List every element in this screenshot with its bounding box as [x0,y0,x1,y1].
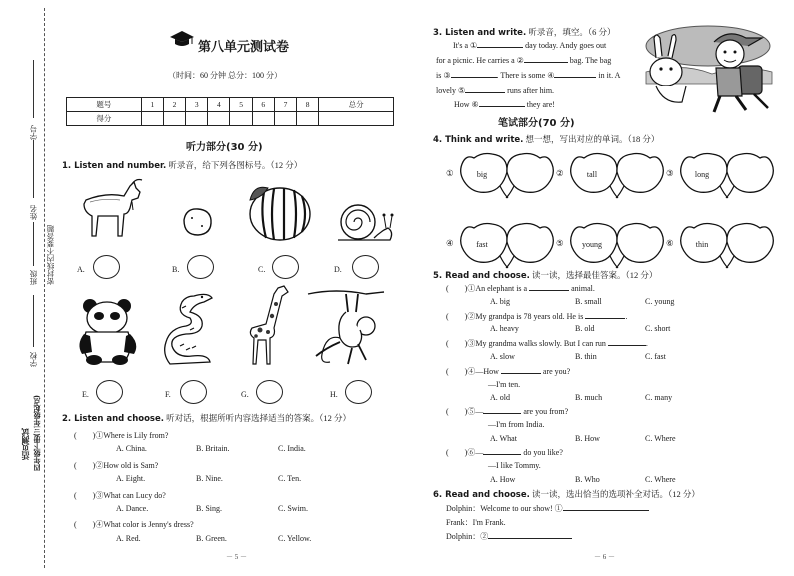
q5-blank-6[interactable] [483,447,521,455]
q2-item-1-option-b[interactable]: B. Britain. [196,444,230,453]
page-number-left: － 5 － [226,553,247,561]
q3-text: in it. A [596,71,621,80]
q2-item-3-option-c[interactable]: C. Swim. [278,504,309,513]
q6-heading-cn: 读一读，选出恰当的选项补全对话。（12 分） [531,489,700,499]
q4-item-number: ⑥ [666,238,674,248]
q2-item-4-stem: ( )④What color is Jenny's dress? [74,520,194,529]
q5-item-4-option-c[interactable]: C. many [645,393,673,402]
q3-text: How ⑥ [454,100,479,109]
q4-item-word: young [582,240,602,249]
q1-answer-circle-a[interactable] [93,255,120,279]
no-answer-note: 密封线内不要答题 [46,225,55,285]
q2-heading-en: 2. Listen and choose. [62,414,164,424]
q2-heading-cn: 听对话，根据所听内容选择适当的答案。（12 分） [166,413,351,423]
book-label: 活页测试 [21,428,30,460]
q4-item-word: tall [586,170,598,179]
score-cell[interactable] [141,112,163,126]
q5-item-6-stem [446,447,563,458]
q6-blank-1[interactable] [563,503,649,511]
q6-blank-2[interactable] [488,531,572,539]
q5-text: ( )⑤— [446,407,484,416]
q2-item-2-option-a[interactable]: A. Eight. [116,474,146,483]
table-cell: 1 [141,98,163,112]
q5-text: . [625,312,628,321]
q5-item-6-option-a[interactable]: A. How [490,475,516,484]
q5-item-5-option-c[interactable]: C. Where [645,434,676,443]
table-cell: 得分 [67,112,142,126]
picnic-boy-rabbit-picture [642,24,776,116]
name-line [33,140,34,198]
q3-blank-3[interactable] [451,70,497,78]
table-cell: 5 [230,98,252,112]
class-label: 班级 [29,270,38,285]
leaf-answer-icon[interactable] [724,220,780,270]
student-no-line [33,60,34,118]
score-cell[interactable] [186,112,208,126]
q5-text: do you like? [521,448,563,457]
q4-heading-en: 4. Think and write. [433,135,524,145]
q1-label-a: A. [77,265,85,274]
leaf-answer-icon[interactable] [504,150,560,200]
q6-line-2: Frank：I'm Frank. [446,518,506,527]
q1-answer-circle-f[interactable] [180,380,207,404]
panda-picture [76,296,142,366]
q2-item-1-stem: ( )①Where is Lily from? [74,431,169,440]
q1-label-d: D. [334,265,342,274]
q5-item-2-option-a[interactable]: A. heavy [490,324,519,333]
q3-text: is ③ [436,71,451,80]
q4-heading [433,133,659,145]
score-cell[interactable] [252,112,274,126]
q5-item-6-option-b[interactable]: B. Who [575,475,600,484]
q3-text: It's a ① [453,41,478,50]
q2-item-2-option-c[interactable]: C. Ten. [278,474,302,483]
q5-item-4-reply: —I'm ten. [488,380,521,389]
q6-line-3 [446,531,572,542]
q5-item-3-option-c[interactable]: C. fast [645,352,666,361]
q5-item-1-stem [446,283,595,294]
q3-blank-1[interactable] [477,40,523,48]
leaf-answer-icon[interactable] [724,150,780,200]
student-no-label: 学号 [29,125,38,140]
q2-item-2-option-b[interactable]: B. Nine. [196,474,223,483]
q1-heading-cn: 听录音，给下列各图标号。（12 分） [168,160,303,170]
table-cell: 7 [274,98,296,112]
q1-label-g: G. [241,390,249,399]
q5-heading-en: 5. Read and choose. [433,271,530,281]
q3-line-4 [436,85,554,95]
q2-item-2-stem: ( )②How old is Sam? [74,461,159,470]
watermelon-picture [244,178,314,242]
q5-blank-1[interactable] [529,283,569,291]
q3-line-1 [453,40,606,50]
q4-heading-cn: 想一想，写出对应的单词。（18 分） [525,134,660,144]
q3-text: runs after him. [505,86,555,95]
q2-heading [62,412,351,424]
name-label: 姓名 [29,205,38,220]
score-cell[interactable] [274,112,296,126]
q5-item-5-option-a[interactable]: A. What [490,434,517,443]
exam-meta: （时间：60 分钟 总分：100 分） [168,71,282,80]
q5-item-5-reply: —I'm from India. [488,420,545,429]
q5-text: are you from? [521,407,569,416]
score-table-header-row [67,98,394,112]
score-table [66,97,394,126]
q5-text: animal. [569,284,595,293]
q5-item-4-option-a[interactable]: A. old [490,393,510,402]
q4-item-number: ① [446,168,454,178]
potato-picture [180,206,214,238]
q6-text: Dolphin：Welcome to our show! ① [446,504,563,513]
q1-label-e: E. [82,390,89,399]
q1-answer-circle-b[interactable] [187,255,214,279]
table-cell: 2 [163,98,185,112]
q5-item-2-option-c[interactable]: C. short [645,324,671,333]
goat-picture [76,178,144,242]
q2-item-4-option-a[interactable]: A. Red. [116,534,141,543]
table-cell: 4 [208,98,230,112]
q5-text: . [645,339,648,348]
monkey-picture [306,284,386,368]
q3-blank-5[interactable] [465,85,505,93]
q3-heading [433,26,615,38]
q2-item-1-option-c[interactable]: C. India. [278,444,306,453]
q5-heading-cn: 读一读，选择最佳答案。（12 分） [531,270,658,280]
q5-item-1-option-a[interactable]: A. big [490,297,510,306]
q4-item-number: ④ [446,238,454,248]
q5-item-1-option-b[interactable]: B. small [575,297,602,306]
score-cell[interactable] [208,112,230,126]
score-table-score-row [67,112,394,126]
q5-item-5-stem [446,406,568,417]
q5-blank-2[interactable] [585,311,628,321]
q5-item-3-option-b[interactable]: B. thin [575,352,597,361]
q1-label-h: H. [330,390,338,399]
snake-picture [160,288,218,368]
q4-item-number: ③ [666,168,674,178]
q2-item-3-stem: ( )③What can Lucy do? [74,491,166,500]
page-title: 第八单元测试卷 [198,40,290,55]
q3-text: lovely ⑤ [436,86,466,95]
leaf-answer-icon[interactable] [614,150,670,200]
table-cell: 总分 [319,98,394,112]
score-cell[interactable] [230,112,252,126]
q5-item-2-option-b[interactable]: B. old [575,324,595,333]
q3-blank-2[interactable] [524,55,568,63]
q2-item-4-option-c[interactable]: C. Yellow. [278,534,312,543]
q3-blank-6[interactable] [479,99,525,107]
table-cell: 6 [252,98,274,112]
q1-label-f: F. [165,390,171,399]
score-cell[interactable] [297,112,319,126]
school-label: 学校 [29,352,38,367]
q4-item-word: big [476,170,488,179]
q5-item-3-stem [446,338,648,349]
q2-item-3-option-a[interactable]: A. Dance. [116,504,149,513]
q3-text: day today. Andy goes out [523,41,607,50]
q2-item-3-option-b[interactable]: B. Sing. [196,504,223,513]
q4-item-word: fast [476,240,488,249]
q5-text: ( )①An elephant is a [446,284,528,293]
giraffe-picture [240,284,294,368]
q5-text: ( )②My grandpa is 78 years old. He is [446,312,584,321]
q3-heading-cn: 听录音，填空。（6 分） [528,27,616,37]
q5-item-4-option-b[interactable]: B. much [575,393,603,402]
school-line [33,295,34,347]
q1-label-c: C. [258,265,266,274]
q5-text: ( )④—How [446,367,499,376]
q1-heading [62,159,302,171]
q6-line-1 [446,503,649,514]
q4-item-word: long [694,170,710,179]
q1-answer-circle-e[interactable] [96,380,123,404]
q1-heading-en: 1. Listen and number. [62,161,167,171]
snail-picture [334,200,396,244]
q1-answer-circle-g[interactable] [256,380,283,404]
q5-item-6-option-c[interactable]: C. Where [645,475,676,484]
class-line [33,222,34,266]
leaf-answer-icon[interactable] [614,220,670,270]
q5-blank-3[interactable] [608,338,646,346]
q3-text: they are! [524,100,555,109]
q3-text: bag. The bag [567,56,612,65]
q3-line-2 [436,55,611,65]
q5-blank-4[interactable] [501,366,541,374]
q5-blank-5[interactable] [483,406,521,414]
q3-blank-4[interactable] [554,70,596,78]
q5-heading [433,269,657,281]
q5-item-4-stem [446,366,570,377]
seal-line [44,8,45,568]
q2-item-1-option-a[interactable]: A. China. [116,444,147,453]
q6-heading-en: 6. Read and choose. [433,490,530,500]
q3-text: for a picnic. He carries a ② [436,56,524,65]
q4-item-number: ② [556,168,564,178]
graduation-cap-icon [170,30,194,48]
page-number-right: － 6 － [594,553,615,561]
q6-heading [433,488,700,500]
written-section-title: 笔试部分(70 分) [498,118,575,129]
q5-item-2-stem [446,311,627,322]
grade-label: 四年级下册(三年级起点) [33,395,41,472]
q2-item-4-option-b[interactable]: B. Green. [196,534,227,543]
q5-item-1-option-c[interactable]: C. young [645,297,675,306]
q5-text: ( )⑥— [446,448,484,457]
listening-section-title: 听力部分(30 分) [186,142,263,153]
table-cell: 题号 [67,98,142,112]
q4-item-word: thin [695,240,709,249]
q6-text: Dolphin：② [446,532,489,541]
q1-answer-circle-h[interactable] [345,380,372,404]
table-cell: 3 [186,98,208,112]
q3-text: . There is some ④ [496,71,555,80]
q3-line-5 [454,99,555,109]
q1-answer-circle-c[interactable] [272,255,299,279]
q1-answer-circle-d[interactable] [352,255,379,279]
q5-text: are you? [540,367,571,376]
q3-line-3 [436,70,620,80]
q5-item-6-reply: —I like Tommy. [488,461,541,470]
q3-heading-en: 3. Listen and write. [433,28,527,38]
score-cell[interactable] [319,112,394,126]
q4-item-number: ⑤ [556,238,564,248]
q1-label-b: B. [172,265,180,274]
q5-text: ( )③My grandma walks slowly. But I can run [446,339,606,348]
table-cell: 8 [297,98,319,112]
leaf-answer-icon[interactable] [504,220,560,270]
score-cell[interactable] [163,112,185,126]
q5-item-3-option-a[interactable]: A. slow [490,352,515,361]
q5-item-5-option-b[interactable]: B. How [575,434,600,443]
